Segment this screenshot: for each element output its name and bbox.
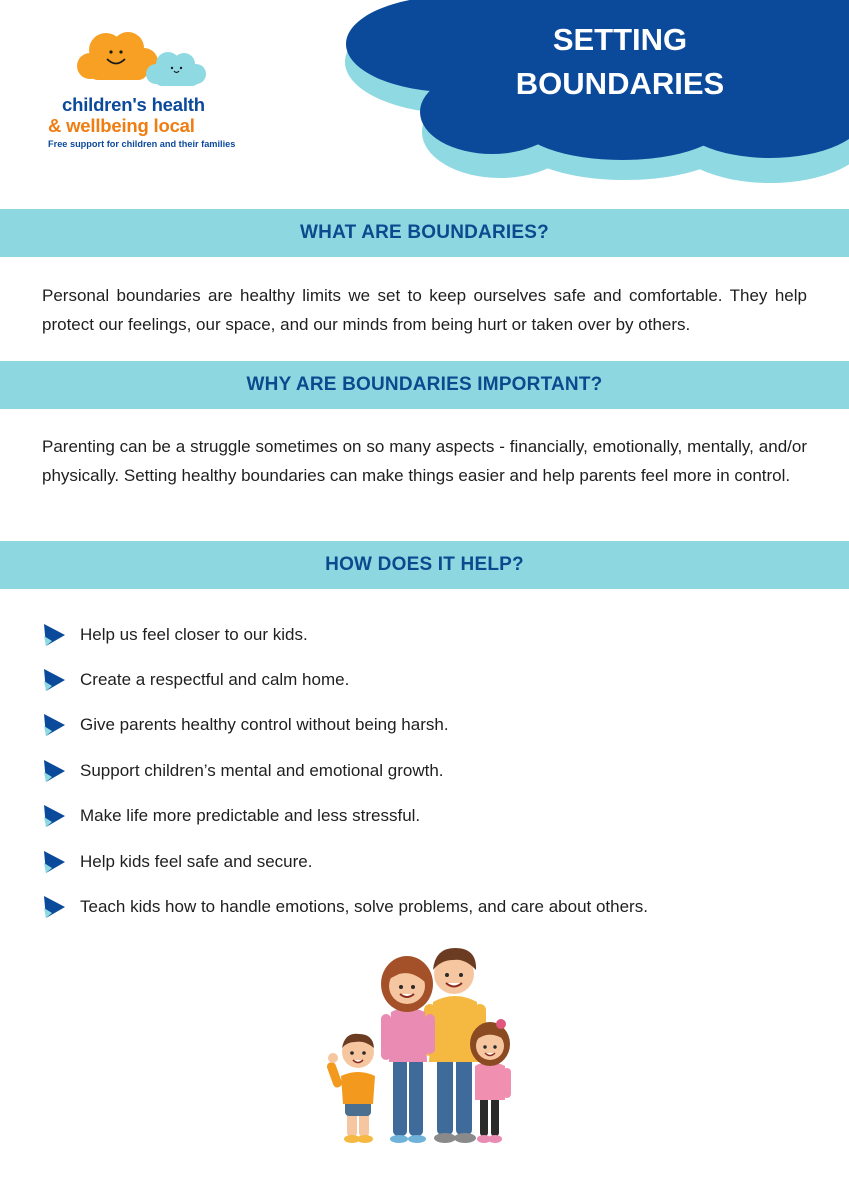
arrow-bullet-icon	[42, 712, 66, 738]
arrow-bullet-icon	[42, 622, 66, 648]
title-line-2: BOUNDARIES	[515, 66, 725, 101]
list-item-text: Support children’s mental and emotional growth.	[80, 760, 444, 780]
boy-figure	[326, 1034, 375, 1143]
section-body-what: Personal boundaries are healthy limits we set to keep ourselves safe and comfortable. They help protect our feelings, our space, and our minds from being hurt or taken over by others.	[42, 286, 807, 334]
list-item-text: Make life more predictable and less stressful.	[80, 806, 421, 826]
arrow-bullet-icon	[42, 667, 66, 693]
benefits-list	[42, 612, 648, 930]
list-item	[42, 794, 648, 839]
list-item-text: Help kids feel safe and secure.	[80, 851, 313, 871]
list-item	[42, 884, 648, 929]
page-title	[490, 18, 750, 106]
section-body-why: Parenting can be a struggle sometimes on so many aspects - financially, emotionally, mentally, and/or physically. Setting healthy boundaries can make things easier and help parents feel more in control.	[42, 437, 807, 485]
list-item-text: Teach kids how to handle emotions, solve problems, and care about others.	[80, 897, 648, 917]
mother-figure	[381, 956, 435, 1143]
list-item-text: Create a respectful and calm home.	[80, 670, 350, 690]
list-item	[42, 703, 648, 748]
logo-tagline: Free support for children and their families	[48, 139, 236, 149]
section-heading-how: HOW DOES IT HELP?	[325, 554, 524, 575]
arrow-bullet-icon	[42, 849, 66, 875]
list-item	[42, 612, 648, 657]
arrow-bullet-icon	[42, 894, 66, 920]
list-item	[42, 839, 648, 884]
logo-line-1: children's health	[62, 94, 205, 115]
logo-line-2: & wellbeing local	[48, 115, 195, 136]
cloud-logo-icon	[76, 30, 226, 92]
arrow-bullet-icon	[42, 758, 66, 784]
section-header-why	[0, 361, 849, 409]
list-item-text: Give parents healthy control without being harsh.	[80, 715, 449, 735]
title-line-1: SETTING	[552, 22, 688, 57]
section-header-what	[0, 209, 849, 257]
logo	[44, 30, 264, 160]
section-header-how	[0, 541, 849, 589]
arrow-bullet-icon	[42, 803, 66, 829]
list-item-text: Help us feel closer to our kids.	[80, 624, 308, 644]
section-heading-what: WHAT ARE BOUNDARIES?	[300, 222, 549, 243]
list-item	[42, 748, 648, 793]
section-heading-why: WHY ARE BOUNDARIES IMPORTANT?	[246, 374, 603, 395]
title-cloud	[340, 0, 849, 190]
girl-figure	[470, 1019, 511, 1143]
list-item	[42, 657, 648, 702]
family-illustration	[325, 940, 525, 1150]
